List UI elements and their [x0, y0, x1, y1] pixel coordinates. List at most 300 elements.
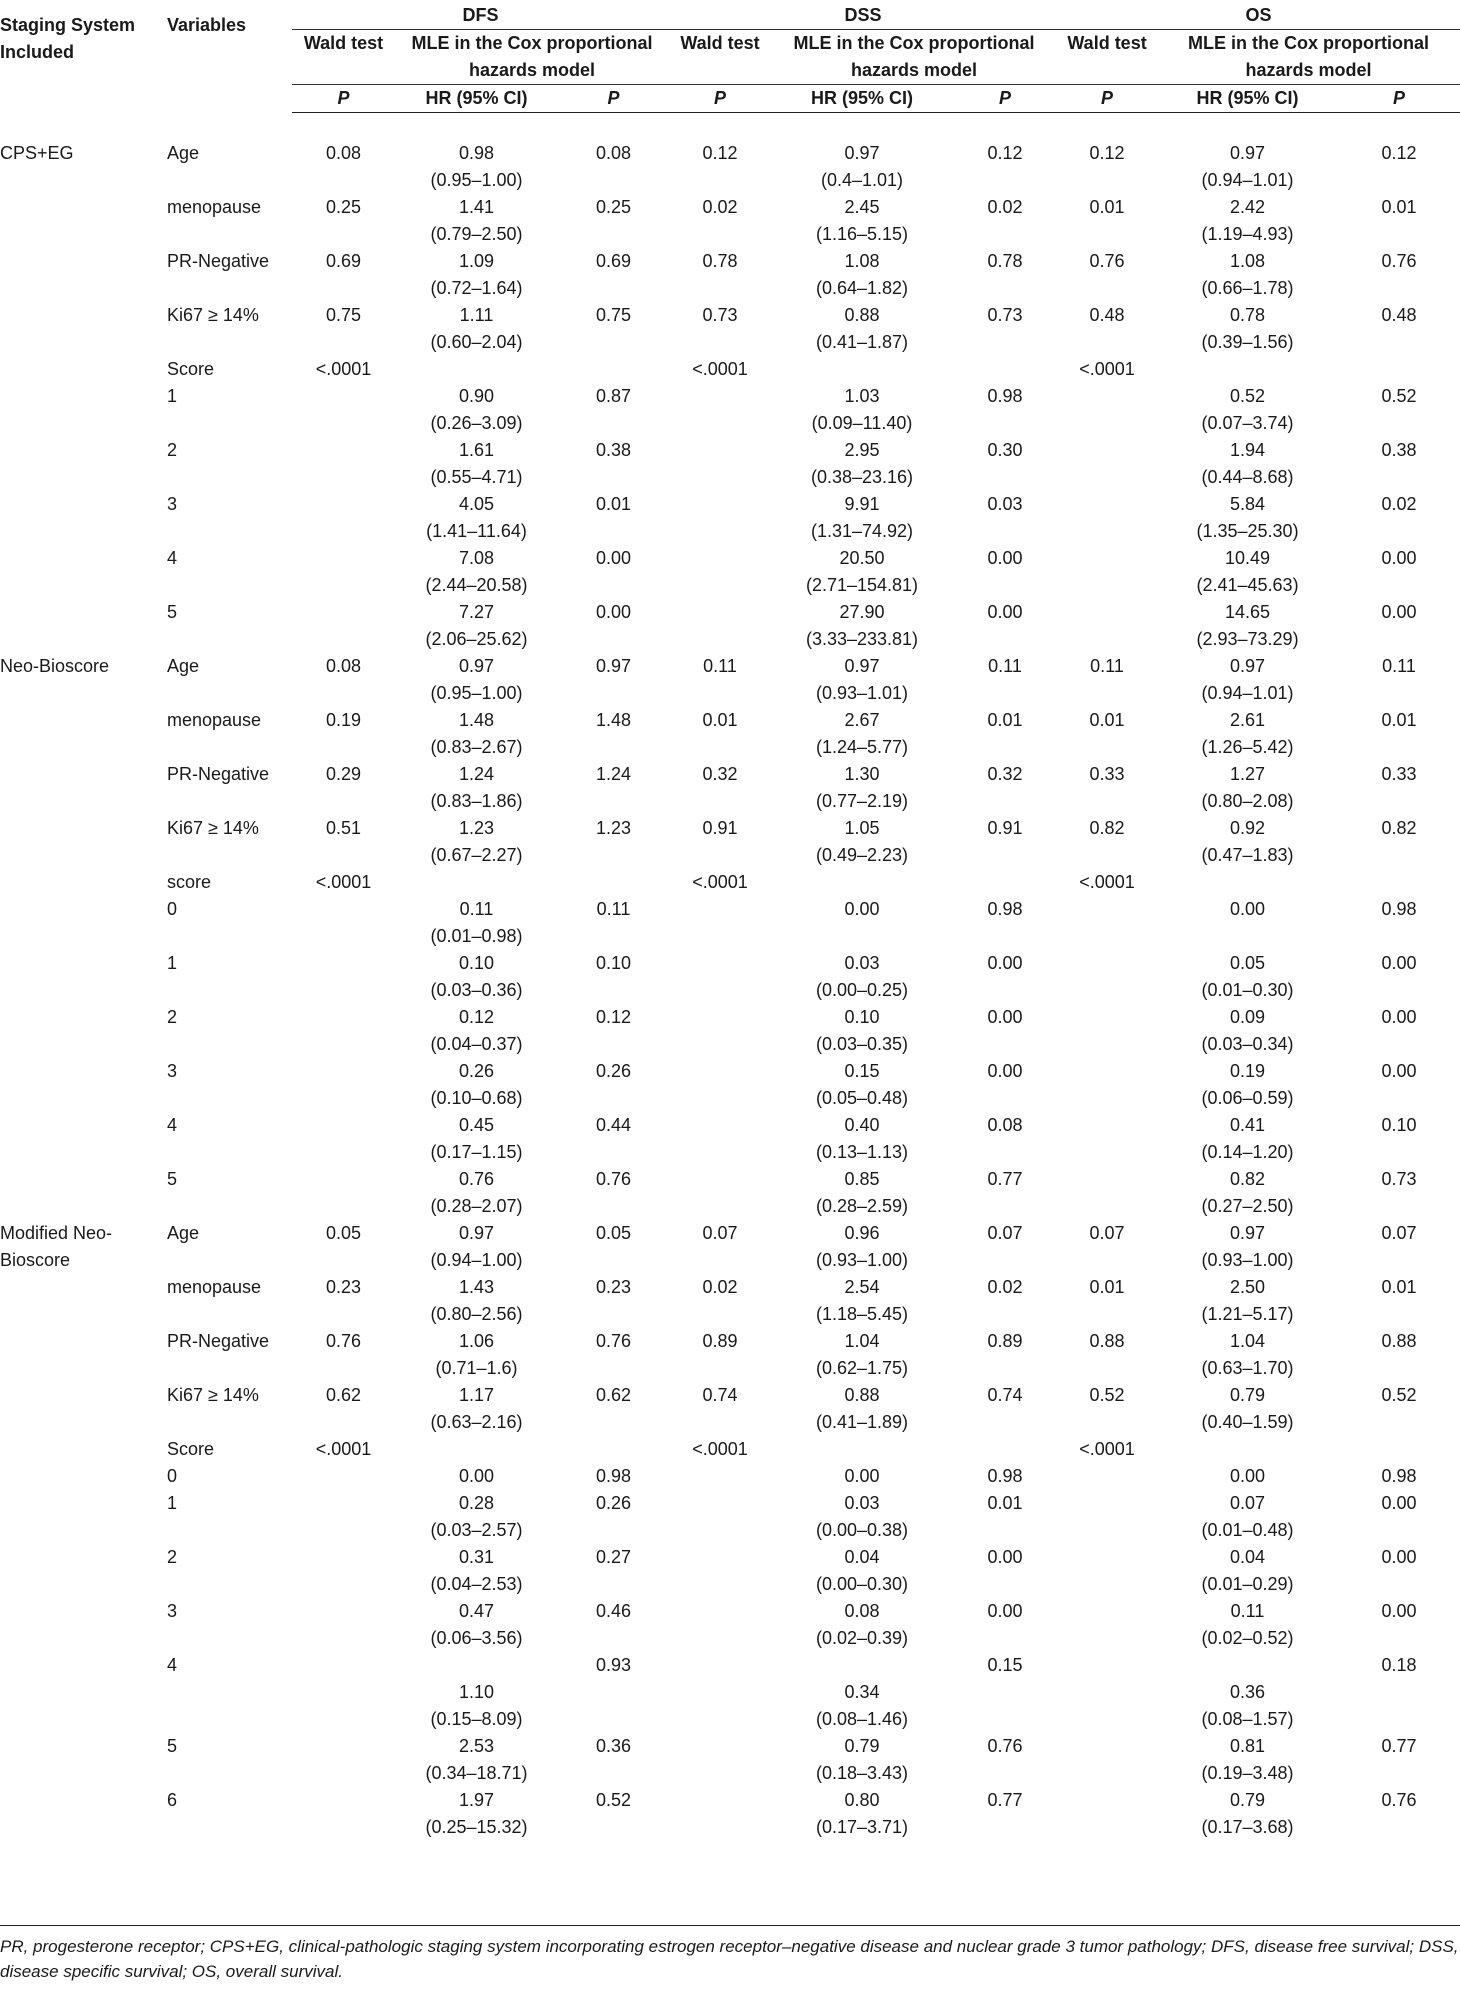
header-os-hr: HR (95% CI) — [1157, 85, 1338, 113]
hazard-ratio: 0.00 — [1230, 899, 1266, 919]
cell-variable: Ki67 ≥ 14% — [167, 1385, 259, 1405]
cell-dfs-p: 0.08 — [595, 143, 632, 163]
hazard-ratio: 0.47 — [458, 1601, 495, 1621]
header-os-wald: Wald test — [1057, 30, 1157, 85]
table-row — [0, 653, 1460, 707]
cell-dss-hr — [771, 1058, 953, 1112]
table-row — [0, 383, 1460, 437]
cell-dfs-wald-p — [292, 1463, 395, 1490]
cell-os-hr — [1157, 113, 1338, 195]
cell-dfs-p: 0.46 — [595, 1601, 632, 1621]
hazard-ratio: 0.03 — [844, 953, 880, 973]
header-os-mle: MLE in the Cox proportional hazards model — [1157, 30, 1460, 85]
header-os-wald-p: P — [1057, 85, 1157, 113]
cell-variable: 4 — [167, 548, 178, 568]
cell-staging-system — [0, 194, 167, 248]
cell-dfs-wald-p — [292, 1058, 395, 1112]
cell-variable: PR-Negative — [167, 1331, 270, 1351]
cell-os-p — [1338, 869, 1460, 896]
cell-os-wald-p — [1057, 1598, 1157, 1652]
hazard-ratio: 0.36 — [1230, 1682, 1266, 1702]
confidence-interval: (0.02–0.39) — [815, 1628, 909, 1648]
hazard-ratio: 2.61 — [1230, 710, 1266, 730]
cell-os-hr — [1157, 545, 1338, 599]
cell-dfs-hr — [395, 1490, 558, 1544]
hazard-ratio: 0.52 — [1230, 386, 1266, 406]
cell-os-hr — [1157, 1382, 1338, 1436]
cell-dss-wald-p: 0.01 — [702, 710, 738, 730]
confidence-interval: (2.71–154.81) — [805, 575, 919, 595]
hazard-ratio: 2.45 — [844, 197, 880, 217]
cell-staging-system — [0, 950, 167, 1004]
cell-dss-hr — [771, 1490, 953, 1544]
cell-os-wald-p: 0.07 — [1089, 1223, 1125, 1243]
header-group-os: OS — [1057, 2, 1460, 30]
cell-os-wald-p: 0.01 — [1089, 710, 1125, 730]
cell-dfs-hr — [395, 869, 558, 896]
confidence-interval: (0.62–1.75) — [815, 1358, 909, 1378]
hazard-ratio: 0.90 — [458, 386, 495, 406]
header-dss-wald-p: P — [669, 85, 771, 113]
cell-dss-hr — [771, 1679, 953, 1733]
cell-os-hr — [1157, 1112, 1338, 1166]
table-row — [0, 1436, 1460, 1463]
cell-os-wald-p: <.0001 — [1079, 872, 1135, 892]
cell-dss-wald-p — [669, 1166, 771, 1220]
cell-staging-system: Neo-Bioscore — [0, 656, 110, 676]
cell-staging-system — [0, 869, 167, 896]
cell-dss-hr — [771, 383, 953, 437]
confidence-interval: (0.4–1.01) — [820, 170, 904, 190]
cell-variable: menopause — [167, 197, 262, 217]
hazard-ratio: 0.15 — [844, 1061, 880, 1081]
confidence-interval: (0.17–3.68) — [1201, 1817, 1294, 1837]
cell-dfs-hr — [395, 194, 558, 248]
cell-dfs-hr — [395, 1166, 558, 1220]
confidence-interval: (0.17–3.71) — [815, 1817, 909, 1837]
confidence-interval: (2.41–45.63) — [1196, 575, 1299, 595]
hazard-ratio: 2.54 — [844, 1277, 880, 1297]
hazard-ratio: 1.17 — [458, 1385, 495, 1405]
cell-dss-wald-p — [669, 1787, 771, 1841]
confidence-interval: (1.35–25.30) — [1196, 521, 1299, 541]
cell-os-wald-p: 0.88 — [1089, 1331, 1125, 1351]
confidence-interval: (0.10–0.68) — [430, 1088, 523, 1108]
confidence-interval: (0.41–1.87) — [815, 332, 909, 352]
cell-variable: 5 — [167, 602, 178, 622]
cell-dss-p: 0.02 — [987, 1277, 1023, 1297]
header-dfs-wald-p: P — [292, 85, 395, 113]
confidence-interval: (0.01–0.30) — [1201, 980, 1294, 1000]
cell-os-wald-p — [1057, 1490, 1157, 1544]
hazard-ratio: 1.11 — [459, 305, 494, 325]
confidence-interval: (2.93–73.29) — [1196, 629, 1299, 649]
header-row-groups — [0, 2, 1460, 30]
cell-dfs-wald-p — [292, 437, 395, 491]
cell-staging-system — [0, 383, 167, 437]
cell-os-wald-p — [1057, 1544, 1157, 1598]
cell-dfs-hr — [395, 653, 558, 707]
header-dss-wald: Wald test — [669, 30, 771, 85]
hazard-ratio: 0.97 — [458, 1223, 495, 1243]
cell-dss-hr — [771, 1166, 953, 1220]
table-row — [0, 815, 1460, 869]
table-row — [0, 1004, 1460, 1058]
cell-dss-hr — [771, 437, 953, 491]
confidence-interval: (0.79–2.50) — [430, 224, 523, 244]
cell-dss-hr — [771, 1112, 953, 1166]
cell-variable: Age — [167, 1223, 200, 1243]
hazard-ratio: 0.76 — [458, 1169, 495, 1189]
cell-dss-p: 0.91 — [987, 818, 1023, 838]
cell-staging-system — [0, 1274, 167, 1328]
cell-dss-wald-p: <.0001 — [692, 1439, 748, 1459]
cell-staging-system — [0, 1382, 167, 1436]
cell-dfs-hr — [395, 599, 558, 653]
table-row — [0, 1328, 1460, 1382]
cell-dss-p: 0.01 — [987, 710, 1023, 730]
cell-os-hr — [1157, 437, 1338, 491]
cell-dss-hr — [771, 950, 953, 1004]
confidence-interval: (0.63–2.16) — [430, 1412, 523, 1432]
cell-dfs-p: 0.62 — [595, 1385, 632, 1405]
confidence-interval: (0.83–2.67) — [430, 737, 523, 757]
cell-dfs-wald-p: 0.23 — [325, 1277, 362, 1297]
hazard-ratio: 5.84 — [1230, 494, 1266, 514]
cell-dss-wald-p — [669, 1598, 771, 1652]
hazard-ratio: 1.03 — [844, 386, 880, 406]
cell-dfs-wald-p — [292, 1004, 395, 1058]
hazard-ratio: 0.34 — [844, 1682, 880, 1702]
cell-os-p: 0.00 — [1381, 602, 1417, 622]
cell-dss-p: 0.00 — [987, 548, 1023, 568]
cell-dss-hr — [771, 1004, 953, 1058]
cell-os-wald-p: 0.48 — [1089, 305, 1125, 325]
cell-os-hr — [1157, 1220, 1338, 1274]
cell-dfs-hr — [395, 1463, 558, 1490]
cell-dfs-wald-p: 0.62 — [325, 1385, 362, 1405]
cell-staging-system — [0, 599, 167, 653]
hazard-ratio: 0.97 — [458, 656, 495, 676]
hazard-ratio: 0.97 — [1230, 143, 1266, 163]
hazard-ratio: 1.23 — [458, 818, 495, 838]
cell-os-p: 0.98 — [1381, 1466, 1417, 1486]
cell-os-wald-p — [1057, 1058, 1157, 1112]
cell-dss-p: 0.15 — [987, 1655, 1023, 1675]
header-dss-p: P — [953, 85, 1057, 113]
header-dfs-p: P — [558, 85, 669, 113]
cell-dss-p: 0.07 — [987, 1223, 1023, 1243]
cell-os-hr — [1157, 1436, 1338, 1463]
cell-dfs-hr — [395, 707, 558, 761]
confidence-interval: (0.00–0.38) — [815, 1520, 909, 1540]
hazard-ratio: 1.04 — [844, 1331, 880, 1351]
hazard-ratio: 1.27 — [1230, 764, 1266, 784]
cell-dfs-wald-p — [292, 1490, 395, 1544]
cell-dss-hr — [771, 302, 953, 356]
confidence-interval: (0.60–2.04) — [430, 332, 523, 352]
cell-os-wald-p: 0.33 — [1089, 764, 1125, 784]
hazard-ratio: 1.43 — [458, 1277, 495, 1297]
confidence-interval: (0.09–11.40) — [811, 413, 913, 433]
cell-dss-hr — [771, 491, 953, 545]
cell-os-wald-p: 0.52 — [1089, 1385, 1125, 1405]
cell-variable: PR-Negative — [167, 251, 270, 271]
cell-dfs-wald-p — [292, 1652, 395, 1679]
cell-dss-wald-p: 0.74 — [702, 1385, 738, 1405]
cell-dss-wald-p — [669, 545, 771, 599]
cell-dss-p: 0.30 — [987, 440, 1023, 460]
cell-dss-hr — [771, 1652, 953, 1679]
confidence-interval: (0.95–1.00) — [430, 170, 523, 190]
cell-os-p: 0.76 — [1381, 1790, 1417, 1810]
cell-os-hr — [1157, 761, 1338, 815]
cell-dfs-p: 0.23 — [595, 1277, 632, 1297]
cell-dfs-hr — [395, 437, 558, 491]
cell-dss-wald-p: 0.12 — [702, 143, 738, 163]
hazard-ratio: 0.10 — [458, 953, 495, 973]
cell-os-p — [1338, 1679, 1460, 1733]
cell-dss-hr — [771, 1220, 953, 1274]
cell-dfs-wald-p — [292, 950, 395, 1004]
confidence-interval: (0.93–1.00) — [815, 1250, 909, 1270]
cell-variable: score — [167, 872, 212, 892]
confidence-interval: (0.03–0.35) — [815, 1034, 909, 1054]
confidence-interval: (2.06–25.62) — [425, 629, 528, 649]
table-row — [0, 1679, 1460, 1733]
confidence-interval: (0.64–1.82) — [815, 278, 909, 298]
confidence-interval: (0.18–3.43) — [815, 1763, 909, 1783]
cell-dfs-p: 0.36 — [595, 1736, 632, 1756]
cell-staging-system — [0, 356, 167, 383]
cell-dss-wald-p: 0.32 — [702, 764, 738, 784]
cell-dfs-hr — [395, 356, 558, 383]
table-row — [0, 1166, 1460, 1220]
confidence-interval: (0.77–2.19) — [815, 791, 909, 811]
confidence-interval: (0.47–1.83) — [1201, 845, 1294, 865]
cell-dfs-hr — [395, 1220, 558, 1274]
cell-dfs-p: 0.52 — [595, 1790, 632, 1810]
table-row — [0, 1787, 1460, 1841]
confidence-interval: (0.40–1.59) — [1201, 1412, 1294, 1432]
confidence-interval: (0.14–1.20) — [1201, 1142, 1294, 1162]
table-body — [0, 113, 1460, 1842]
cell-dss-p — [953, 356, 1057, 383]
cell-os-wald-p: 0.76 — [1089, 251, 1125, 271]
cell-os-hr — [1157, 1652, 1338, 1679]
cell-dfs-hr — [395, 1733, 558, 1787]
cell-dss-wald-p — [669, 1490, 771, 1544]
cell-dfs-wald-p — [292, 1112, 395, 1166]
hazard-ratio: 0.09 — [1230, 1007, 1266, 1027]
cell-os-p: 0.48 — [1381, 305, 1417, 325]
cell-dss-hr — [771, 113, 953, 195]
hazard-ratio: 4.05 — [458, 494, 495, 514]
cell-variable: 3 — [167, 1061, 178, 1081]
hazard-ratio: 0.28 — [458, 1493, 495, 1513]
header-group-dss: DSS — [669, 2, 1057, 30]
header-dfs-mle: MLE in the Cox proportional hazards model — [395, 30, 669, 85]
cell-staging-system: Modified Neo-Bioscore — [0, 1223, 113, 1270]
cell-os-wald-p — [1057, 950, 1157, 1004]
hazard-ratio: 0.88 — [844, 1385, 880, 1405]
cell-dss-p: 0.00 — [987, 1007, 1023, 1027]
hazard-ratio: 0.97 — [844, 143, 880, 163]
cell-dss-p: 0.02 — [987, 197, 1023, 217]
cell-os-hr — [1157, 653, 1338, 707]
cell-staging-system — [0, 707, 167, 761]
cell-os-wald-p: 0.11 — [1090, 656, 1124, 676]
header-dfs-wald: Wald test — [292, 30, 395, 85]
hazard-ratio: 0.00 — [1230, 1466, 1266, 1486]
confidence-interval: (0.03–0.36) — [430, 980, 523, 1000]
confidence-interval: (0.07–3.74) — [1201, 413, 1294, 433]
cell-dss-p: 0.11 — [988, 656, 1022, 676]
cell-variable: menopause — [167, 1277, 262, 1297]
cell-os-p: 0.00 — [1381, 1547, 1417, 1567]
cell-dss-hr — [771, 248, 953, 302]
cell-dfs-p: 0.98 — [595, 1466, 632, 1486]
confidence-interval: (0.93–1.00) — [1201, 1250, 1294, 1270]
cell-dfs-wald-p — [292, 1166, 395, 1220]
confidence-interval: (0.08–1.46) — [815, 1709, 909, 1729]
table-row — [0, 1274, 1460, 1328]
cell-os-wald-p — [1057, 1166, 1157, 1220]
hazard-ratio: 0.19 — [1230, 1061, 1266, 1081]
confidence-interval: (0.63–1.70) — [1201, 1358, 1294, 1378]
cell-dfs-wald-p: <.0001 — [315, 872, 372, 892]
cell-os-hr — [1157, 707, 1338, 761]
confidence-interval: (0.94–1.01) — [1201, 170, 1294, 190]
cell-staging-system — [0, 896, 167, 950]
cell-variable: 5 — [167, 1736, 178, 1756]
cell-variable: PR-Negative — [167, 764, 270, 784]
cell-os-wald-p: 0.01 — [1089, 197, 1125, 217]
cell-variable: 2 — [167, 1007, 178, 1027]
cell-os-wald-p: 0.82 — [1089, 818, 1125, 838]
table-row — [0, 869, 1460, 896]
cell-dfs-hr — [395, 815, 558, 869]
hazard-ratio: 0.79 — [1230, 1385, 1266, 1405]
cell-staging-system — [0, 1598, 167, 1652]
confidence-interval: (0.94–1.01) — [1201, 683, 1294, 703]
table-row — [0, 437, 1460, 491]
cell-dss-wald-p — [669, 1463, 771, 1490]
hazard-ratio: 0.80 — [844, 1790, 880, 1810]
cell-variable: 6 — [167, 1790, 178, 1810]
cell-os-p: 0.10 — [1381, 1115, 1417, 1135]
cell-dfs-hr — [395, 1679, 558, 1733]
cell-dfs-wald-p — [292, 1598, 395, 1652]
confidence-interval: (0.49–2.23) — [815, 845, 909, 865]
confidence-interval: (0.28–2.59) — [815, 1196, 909, 1216]
cell-os-hr — [1157, 950, 1338, 1004]
confidence-interval: (0.25–15.32) — [425, 1817, 528, 1837]
confidence-interval: (0.72–1.64) — [430, 278, 523, 298]
cell-os-hr — [1157, 248, 1338, 302]
table-row — [0, 302, 1460, 356]
cell-dfs-hr — [395, 545, 558, 599]
cell-dss-hr — [771, 194, 953, 248]
cell-os-wald-p — [1057, 437, 1157, 491]
cell-dss-hr — [771, 1328, 953, 1382]
cell-os-p: 0.88 — [1381, 1331, 1417, 1351]
cell-dss-hr — [771, 545, 953, 599]
cell-os-hr — [1157, 896, 1338, 950]
cell-dss-wald-p: <.0001 — [692, 359, 748, 379]
cell-variable: 3 — [167, 494, 178, 514]
cell-dfs-wald-p — [292, 1787, 395, 1841]
cell-dfs-wald-p: 0.69 — [325, 251, 362, 271]
confidence-interval: (0.34–18.71) — [425, 1763, 528, 1783]
table-footnote: PR, progesterone receptor; CPS+EG, clinical-pathologic staging system incorporating estrogen receptor–negative disease and nuclear grade 3 tumor pathology; DFS, disease free survival; DSS, disease specific survival; OS, overall survival. — [0, 1925, 1460, 1984]
cell-os-wald-p — [1057, 1112, 1157, 1166]
cell-variable: 1 — [167, 953, 178, 973]
cell-staging-system — [0, 1733, 167, 1787]
confidence-interval: (0.06–3.56) — [430, 1628, 523, 1648]
cell-dfs-p: 0.76 — [595, 1331, 632, 1351]
hazard-ratio: 1.41 — [458, 197, 495, 217]
hazard-ratio: 0.00 — [844, 899, 880, 919]
cell-dfs-p: 0.01 — [595, 494, 632, 514]
cell-dfs-p: 0.26 — [595, 1061, 632, 1081]
cell-os-p: 0.12 — [1381, 143, 1417, 163]
confidence-interval: (1.18–5.45) — [815, 1304, 909, 1324]
hazard-ratio: 0.81 — [1230, 1736, 1266, 1756]
hazard-ratio: 0.07 — [1230, 1493, 1266, 1513]
cell-dfs-hr — [395, 1382, 558, 1436]
confidence-interval: (0.71–1.6) — [435, 1358, 518, 1378]
cell-dfs-wald-p: 0.05 — [325, 1223, 362, 1243]
confidence-interval: (0.44–8.68) — [1201, 467, 1294, 487]
cell-dfs-p: 0.10 — [595, 953, 632, 973]
table-row — [0, 194, 1460, 248]
cell-os-p: 0.01 — [1381, 1277, 1417, 1297]
cell-os-hr — [1157, 815, 1338, 869]
hazard-ratio: 0.12 — [458, 1007, 495, 1027]
table-row — [0, 1598, 1460, 1652]
confidence-interval: (0.27–2.50) — [1201, 1196, 1294, 1216]
hazard-ratio: 0.98 — [458, 143, 495, 163]
cell-os-p: 0.00 — [1381, 1601, 1417, 1621]
confidence-interval: (1.26–5.42) — [1201, 737, 1294, 757]
cell-staging-system — [0, 1463, 167, 1490]
table-row — [0, 491, 1460, 545]
cell-variable: 4 — [167, 1655, 178, 1675]
table-row — [0, 1220, 1460, 1274]
table-row — [0, 356, 1460, 383]
cell-dfs-hr — [395, 1328, 558, 1382]
cell-dfs-hr — [395, 1436, 558, 1463]
confidence-interval: (0.04–0.37) — [430, 1034, 523, 1054]
cell-dss-hr — [771, 599, 953, 653]
cell-dss-wald-p — [669, 1679, 771, 1733]
cell-os-p: 0.52 — [1381, 386, 1417, 406]
table-row — [0, 1463, 1460, 1490]
cell-dss-wald-p: <.0001 — [692, 872, 748, 892]
cell-staging-system — [0, 1328, 167, 1382]
cell-dfs-p: 0.75 — [595, 305, 632, 325]
cell-dss-wald-p: 0.11 — [703, 656, 737, 676]
table-row — [0, 761, 1460, 815]
cell-dss-hr — [771, 1436, 953, 1463]
hazard-ratio: 1.08 — [844, 251, 880, 271]
cell-staging-system — [0, 545, 167, 599]
cell-dfs-wald-p — [292, 1544, 395, 1598]
confidence-interval: (0.03–0.34) — [1201, 1034, 1294, 1054]
cell-os-hr — [1157, 1598, 1338, 1652]
hazard-ratio: 0.00 — [458, 1466, 495, 1486]
